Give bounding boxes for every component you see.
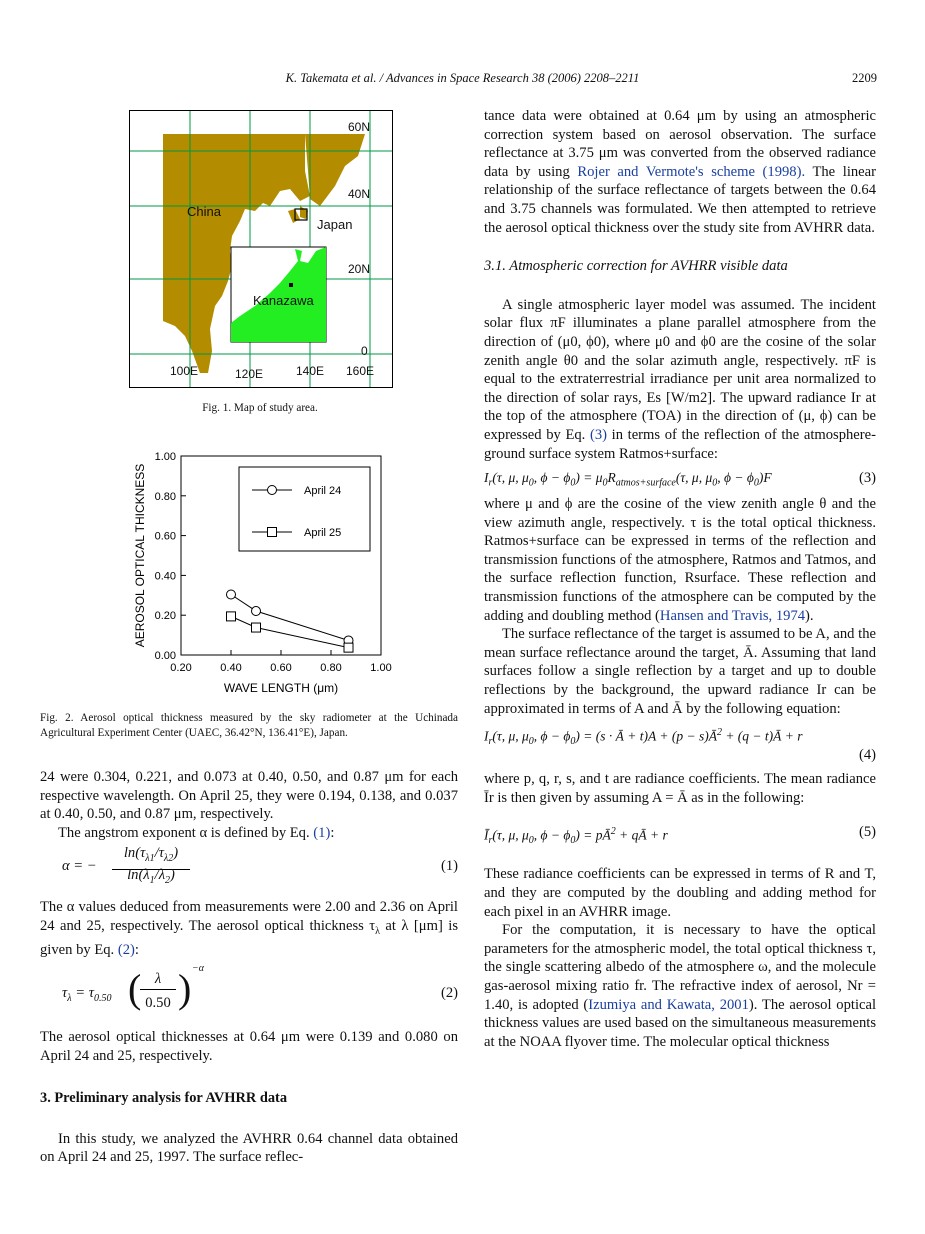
y-tick-label: 1.00: [154, 451, 176, 463]
x-tick-label: 0.40: [220, 662, 242, 674]
label-kanazawa: Kanazawa: [253, 293, 314, 308]
left-para-1: 24 were 0.304, 0.221, and 0.073 at 0.40, 0.50, and 0.87 μm for each respective wavelength. On April 25, they were 0.194, 0.138, and 0.037 at 0.40, 0.50, and 0.87 μm, respectively.: [40, 769, 458, 823]
lon-160e: 160E: [346, 364, 375, 378]
data-point: [227, 590, 236, 599]
right-para-3-text: where μ and ϕ are the cosine of the view zenith angle θ and the view azimuth angle, respectively. τ is the total optical thickness. Ratmos+surface can be expressed in terms of the reflection and transmission functions of the atmosphere, Ratmos and Tatmos, and the surface reflection function, Rsurface. These reflection and transmission functions of the atmosphere can be computed by the adding and doubling method (: [484, 496, 876, 624]
data-point: [252, 607, 261, 616]
eq3-number: (3): [858, 470, 876, 487]
right-para-2-end: in terms of the reflection of the atmosphere-ground surface system Ratmos+surface:: [484, 426, 876, 462]
left-para-3-text: The α values deduced from measurements were 2.00 and 2.36 on April 24 and 25, respectively. The aerosol optical thickness τ: [40, 899, 458, 934]
data-point: [227, 612, 236, 621]
legend-marker: [268, 486, 277, 495]
x-tick-label: 0.80: [320, 662, 342, 674]
right-para-2: [484, 296, 876, 463]
right-para-3: [484, 495, 876, 625]
x-tick-label: 0.60: [270, 662, 292, 674]
fig2-caption: Fig. 2. Aerosol optical thickness measured by the sky radiometer at the Uchinada Agricultural Experiment Center (UAEC, 36.42°N, 136.41°E), Japan.: [40, 712, 458, 739]
label-china: China: [187, 204, 221, 219]
left-para-3-mid: at λ [μm] is given by Eq.: [40, 917, 458, 959]
y-axis-label: AEROSOL OPTICAL THICKNESS: [133, 463, 147, 648]
lat-20n: 20N: [348, 262, 371, 276]
right-para-1-end: The linear relationship of the surface reflectance of targets between the 0.64 and 3.75 channels was formulated. We then attempted to retrieve the aerosol optical thickness over the study site from AVHRR data.: [484, 163, 876, 236]
right-para-3-end: ).: [805, 607, 814, 624]
left-para-2: [40, 824, 458, 843]
eq3-ref-link[interactable]: (3): [589, 426, 607, 443]
right-para-5: where p, q, r, s, and t are radiance coefficients. The mean radiance Īr is then given by assuming A = Ā as in the following:: [484, 771, 876, 806]
right-para-7-text: For the computation, it is necessary to have the optical parameters for the atmospheric model, the total optical thickness τ, the single scattering albedo of the atmosphere ω, and the molecule gas-aerosol mixing ratio fr. The refractive index of aerosol, Nr = 1.40, is adopted (: [484, 922, 876, 1013]
label-japan: Japan: [317, 217, 353, 232]
left-para-2-end: :: [330, 824, 335, 841]
left-para-3-end: :: [134, 942, 139, 959]
lon-140e: 140E: [296, 364, 325, 378]
data-point: [344, 643, 353, 652]
equation-4: $I_r(\tau$, μ, $\mu_0$, $\phi - \phi_0) = (s$ · Ā + $t)A + (p - s)Ā^2 + (q$ − t)Ā + r (4): [484, 727, 876, 764]
data-point: [252, 623, 261, 632]
y-tick-label: 0.00: [154, 650, 176, 662]
series-line: [231, 616, 349, 647]
y-tick-label: 0.40: [154, 570, 176, 583]
equation-1: α = − $\ln(\tau_{\lambda 1}/\tau_{\lambda 2})$ $\ln(\lambda_1/\lambda_2)$ (1): [62, 845, 458, 887]
eq2-number: (2): [440, 985, 458, 1002]
equation-2: $\tau_\lambda = \tau_{0.50}$ ( λ 0.50 ) −α (2): [62, 963, 458, 1012]
left-para-2-text: The angstrom exponent α is defined by Eq.: [58, 824, 314, 841]
y-tick-label: 0.80: [154, 490, 176, 503]
lon-100e: 100E: [170, 364, 199, 378]
right-para-2-text: A single atmospheric layer model was assumed. The incident solar flux πF illuminates a plane parallel atmosphere from the direction of (μ0, ϕ0), where μ0 and ϕ0 are the cosine of the solar zenith angle θ0 and the solar azimuth angle, respectively. πF is equal to the extraterrestrial irradiance per unit area normalized to the direction of solar rays, Es [W/m2]. The upward radiance Ir at the top of the atmosphere (TOA) in the direction of (μ, ϕ) can be expressed by Eq.: [484, 296, 876, 443]
legend-label: April 24: [304, 485, 342, 497]
izumiya-ref-link[interactable]: Izumiya and Kawata, 2001: [588, 996, 749, 1013]
left-para-5: In this study, we analyzed the AVHRR 0.64 channel data obtained on April 24 and 25, 1997. The surface reflec-: [40, 1130, 458, 1166]
legend-label: April 25: [304, 527, 342, 539]
eq5-number: (5): [858, 824, 876, 841]
rojer-ref-link[interactable]: Rojer and Vermote's scheme (1998).: [577, 163, 806, 180]
lat-60n: 60N: [348, 120, 371, 134]
legend-marker: [268, 528, 277, 537]
equation-3: $I_r(\tau$, μ, $\mu_0$, $\phi - \phi_0) = \mu_0R_{atmos+surface}(\tau$, μ, $\mu_0$, $\phi - \phi_0)F$ (3): [484, 470, 876, 489]
lat-40n: 40N: [348, 187, 371, 201]
right-para-7: [484, 921, 876, 1051]
eq1-number: (1): [440, 858, 458, 875]
running-header: [0, 71, 925, 91]
kanazawa-point: [289, 283, 293, 287]
equation-5: $Ī_r(\tau$, μ, $\mu_0$, $\phi - \phi_0$) = $pĀ^2$ + qĀ + r (5): [484, 824, 876, 847]
left-para-3: The α values deduced from measurements were 2.00 and 2.36 on April 24 and 25, respectively. The aerosol optical thickness $\tau_\lambda$ at λ [μm] is given by Eq. (2):: [40, 899, 458, 959]
right-para-7-end: ). The aerosol optical thickness values are used based on the simultaneous measurements at the NOAA flyover time. The molecular optical thickness: [484, 996, 877, 1050]
right-para-1-text: tance data were obtained at 0.64 μm by using an atmospheric correction system based on aerosol observation. The surface reflectance at 3.75 μm was converted from the observed radiance data by using: [484, 108, 876, 180]
lon-120e: 120E: [235, 367, 264, 381]
x-tick-label: 1.00: [370, 662, 392, 674]
x-axis-label: WAVE LENGTH (μm): [223, 681, 339, 695]
right-column: [484, 107, 876, 1051]
eq1-ref-link[interactable]: (1): [313, 824, 331, 841]
right-para-6: These radiance coefficients can be expressed in terms of R and T, and they are computed by the doubling and adding method for each pixel in an AVHRR image.: [484, 866, 876, 920]
fig1-map: [129, 110, 393, 388]
y-tick-label: 0.20: [154, 610, 176, 623]
page-number: 2209: [852, 71, 877, 85]
hansen-ref-link[interactable]: Hansen and Travis, 1974: [659, 607, 806, 624]
left-para-4: The aerosol optical thicknesses at 0.64 μm were 0.139 and 0.080 on April 24 and 25, respectively.: [40, 1029, 458, 1064]
x-tick-label: 0.20: [170, 662, 192, 674]
eq2-ref-link[interactable]: (2): [117, 942, 135, 959]
fig2-chart: [128, 448, 408, 703]
series-line: [231, 595, 349, 641]
lat-0: 0: [361, 344, 368, 358]
right-para-4: The surface reflectance of the target is assumed to be A, and the mean surface reflectance around the target, Ā. Assuming that land surfaces follow a single reflection by a target and up to double reflections by the background, the upward radiance Ir can be approximated in terms of A and Ā by the following equation:: [484, 626, 876, 717]
section-heading: 3. Preliminary analysis for AVHRR data: [40, 1090, 288, 1107]
left-column: [40, 768, 458, 1167]
map-svg: [130, 111, 392, 387]
journal-citation: K. Takemata et al. / Advances in Space Research 38 (2006) 2208–2211: [285, 71, 640, 85]
y-tick-label: 0.60: [154, 530, 176, 543]
eq4-number: (4): [858, 747, 876, 764]
right-para-1: [484, 107, 876, 237]
subsection-heading: 3.1. Atmospheric correction for AVHRR visible data: [484, 258, 788, 275]
chart-svg: [128, 448, 408, 703]
fig1-caption: Fig. 1. Map of study area.: [202, 402, 318, 414]
